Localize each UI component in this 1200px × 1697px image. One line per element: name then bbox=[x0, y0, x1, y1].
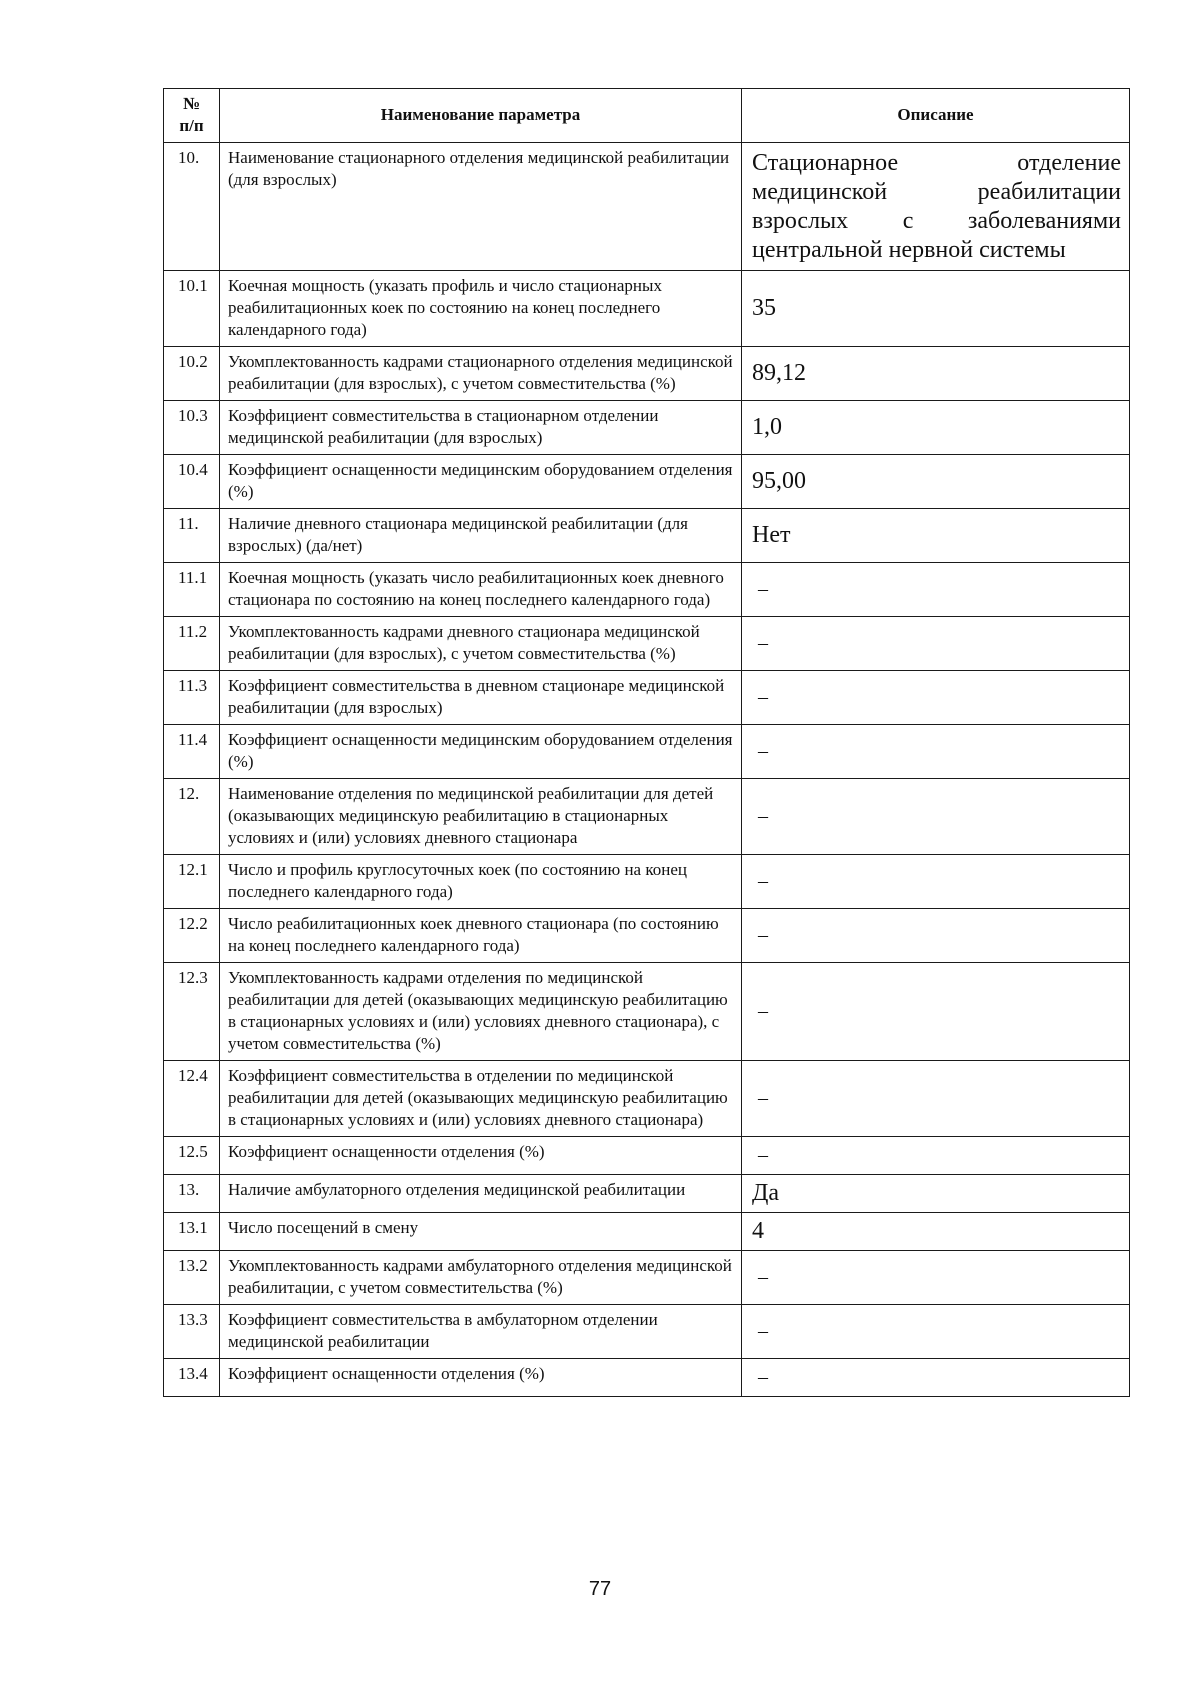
row-number: 12.5 bbox=[164, 1137, 220, 1175]
table-row bbox=[164, 1305, 1130, 1359]
table-row bbox=[164, 963, 1130, 1061]
row-number: 13.2 bbox=[164, 1251, 220, 1305]
row-number: 11.4 bbox=[164, 725, 220, 779]
row-parameter-name: Коэффициент оснащенности отделения (%) bbox=[220, 1137, 742, 1175]
row-parameter-name: Наименование стационарного отделения медицинской реабилитации (для взрослых) bbox=[220, 143, 742, 271]
row-parameter-name: Укомплектованность кадрами отделения по медицинской реабилитации для детей (оказывающих медицинскую реабилитацию в стационарных условиях и (или) условиях дневного стационара), с учетом совместительства (%) bbox=[220, 963, 742, 1061]
table-row bbox=[164, 725, 1130, 779]
row-parameter-name: Число и профиль круглосуточных коек (по состоянию на конец последнего календарного года) bbox=[220, 855, 742, 909]
table-row bbox=[164, 779, 1130, 855]
table-header-row bbox=[164, 89, 1130, 143]
table-row bbox=[164, 1359, 1130, 1397]
row-description: – bbox=[742, 1359, 1130, 1397]
row-number: 12.4 bbox=[164, 1061, 220, 1137]
row-number: 12.1 bbox=[164, 855, 220, 909]
page-number: 77 bbox=[588, 1578, 612, 1600]
table-row bbox=[164, 1137, 1130, 1175]
row-description: – bbox=[742, 1061, 1130, 1137]
row-description: 35 bbox=[742, 271, 1130, 347]
row-description: – bbox=[742, 563, 1130, 617]
row-number: 11.3 bbox=[164, 671, 220, 725]
row-number: 10.4 bbox=[164, 455, 220, 509]
row-number: 13.3 bbox=[164, 1305, 220, 1359]
header-number: № п/п bbox=[164, 89, 220, 143]
table-row bbox=[164, 1213, 1130, 1251]
row-parameter-name: Укомплектованность кадрами дневного стационара медицинской реабилитации (для взрослых), с учетом совместительства (%) bbox=[220, 617, 742, 671]
table-row bbox=[164, 455, 1130, 509]
row-parameter-name: Коэффициент совместительства в стационарном отделении медицинской реабилитации (для взрослых) bbox=[220, 401, 742, 455]
table-row bbox=[164, 509, 1130, 563]
row-parameter-name: Наличие амбулаторного отделения медицинской реабилитации bbox=[220, 1175, 742, 1213]
row-description: 1,0 bbox=[742, 401, 1130, 455]
row-parameter-name: Коэффициент оснащенности медицинским оборудованием отделения (%) bbox=[220, 725, 742, 779]
table-row bbox=[164, 1251, 1130, 1305]
row-number: 12.2 bbox=[164, 909, 220, 963]
row-parameter-name: Число посещений в смену bbox=[220, 1213, 742, 1251]
row-description: 89,12 bbox=[742, 347, 1130, 401]
row-number: 13.4 bbox=[164, 1359, 220, 1397]
row-parameter-name: Число реабилитационных коек дневного стационара (по состоянию на конец последнего календарного года) bbox=[220, 909, 742, 963]
row-description: 4 bbox=[742, 1213, 1130, 1251]
row-description: – bbox=[742, 779, 1130, 855]
row-number: 10.2 bbox=[164, 347, 220, 401]
header-parameter-name: Наименование параметра bbox=[220, 89, 742, 143]
row-description: – bbox=[742, 1305, 1130, 1359]
row-parameter-name: Укомплектованность кадрами стационарного отделения медицинской реабилитации (для взрослых), с учетом совместительства (%) bbox=[220, 347, 742, 401]
table-row bbox=[164, 1175, 1130, 1213]
row-description: Да bbox=[742, 1175, 1130, 1213]
row-number: 13.1 bbox=[164, 1213, 220, 1251]
table-row bbox=[164, 617, 1130, 671]
row-number: 10.1 bbox=[164, 271, 220, 347]
table-row bbox=[164, 1061, 1130, 1137]
table-row bbox=[164, 401, 1130, 455]
row-description: Нет bbox=[742, 509, 1130, 563]
table-row bbox=[164, 855, 1130, 909]
row-description: – bbox=[742, 671, 1130, 725]
row-number: 10. bbox=[164, 143, 220, 271]
row-number: 13. bbox=[164, 1175, 220, 1213]
parameters-table bbox=[163, 88, 1130, 1397]
table-row bbox=[164, 563, 1130, 617]
table-row bbox=[164, 271, 1130, 347]
row-description: – bbox=[742, 1137, 1130, 1175]
row-parameter-name: Коэффициент совместительства в отделении по медицинской реабилитации для детей (оказывающих медицинскую реабилитацию в стационарных условиях и (или) условиях дневного стационара) bbox=[220, 1061, 742, 1137]
row-description: Стационарное отделение медицинской реабилитации взрослых с заболеваниями центральной нервной системы bbox=[742, 143, 1130, 271]
row-description: – bbox=[742, 855, 1130, 909]
table-row bbox=[164, 671, 1130, 725]
table-row bbox=[164, 347, 1130, 401]
row-description: – bbox=[742, 963, 1130, 1061]
row-description: – bbox=[742, 1251, 1130, 1305]
row-description: – bbox=[742, 617, 1130, 671]
header-description: Описание bbox=[742, 89, 1130, 143]
table-row bbox=[164, 143, 1130, 271]
row-number: 12.3 bbox=[164, 963, 220, 1061]
row-number: 12. bbox=[164, 779, 220, 855]
row-parameter-name: Укомплектованность кадрами амбулаторного отделения медицинской реабилитации, с учетом совместительства (%) bbox=[220, 1251, 742, 1305]
row-description: – bbox=[742, 909, 1130, 963]
table-row bbox=[164, 909, 1130, 963]
row-description: 95,00 bbox=[742, 455, 1130, 509]
row-parameter-name: Наименование отделения по медицинской реабилитации для детей (оказывающих медицинскую реабилитацию в стационарных условиях и (или) условиях дневного стационара bbox=[220, 779, 742, 855]
row-number: 11.2 bbox=[164, 617, 220, 671]
row-number: 11.1 bbox=[164, 563, 220, 617]
row-parameter-name: Коэффициент оснащенности отделения (%) bbox=[220, 1359, 742, 1397]
row-parameter-name: Коэффициент совместительства в амбулаторном отделении медицинской реабилитации bbox=[220, 1305, 742, 1359]
row-parameter-name: Коечная мощность (указать число реабилитационных коек дневного стационара по состоянию на конец последнего календарного года) bbox=[220, 563, 742, 617]
row-number: 10.3 bbox=[164, 401, 220, 455]
row-number: 11. bbox=[164, 509, 220, 563]
row-description: – bbox=[742, 725, 1130, 779]
row-parameter-name: Коэффициент оснащенности медицинским оборудованием отделения (%) bbox=[220, 455, 742, 509]
row-parameter-name: Коечная мощность (указать профиль и число стационарных реабилитационных коек по состоянию на конец последнего календарного года) bbox=[220, 271, 742, 347]
row-parameter-name: Коэффициент совместительства в дневном стационаре медицинской реабилитации (для взрослых) bbox=[220, 671, 742, 725]
row-parameter-name: Наличие дневного стационара медицинской реабилитации (для взрослых) (да/нет) bbox=[220, 509, 742, 563]
